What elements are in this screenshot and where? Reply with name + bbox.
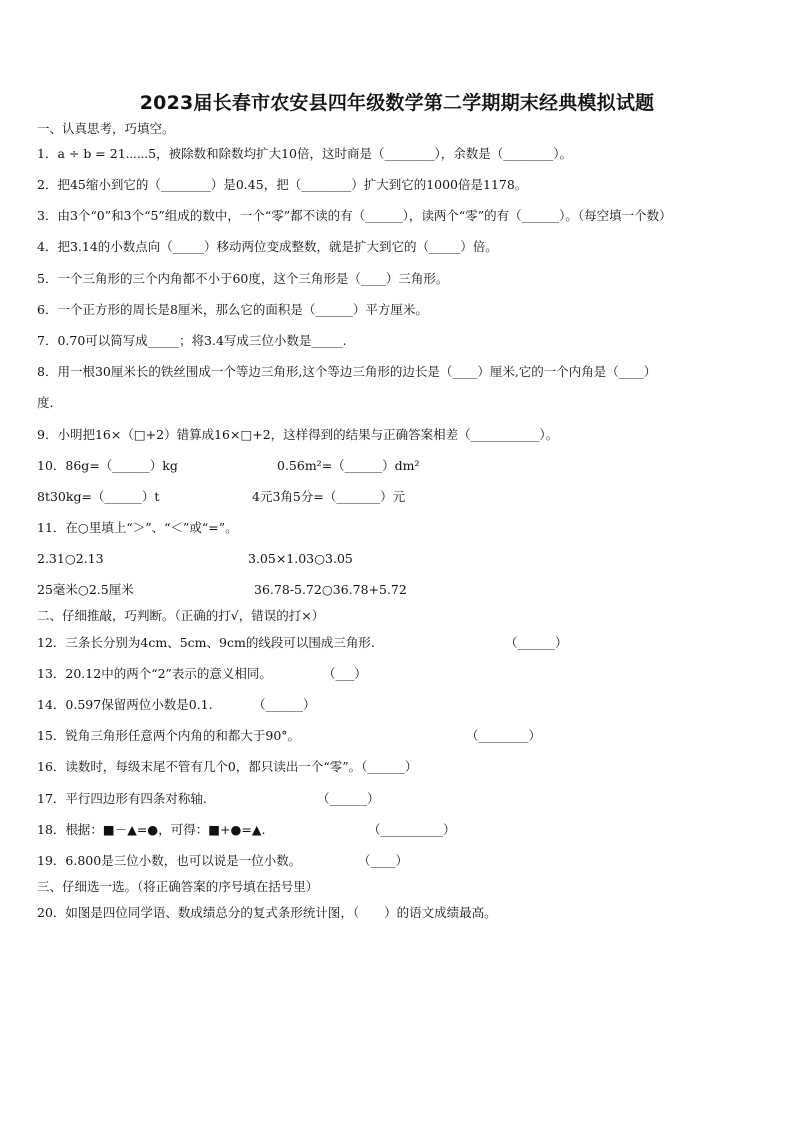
question-9: 9．小明把16×（□+2）错算成16×□+2，这样得到的结果与正确答案相差（___________）。 [37,427,559,442]
question-11-b: 3.05×1.03○3.05 [248,551,353,566]
question-8-continuation: 度. [37,395,54,410]
question-6: 6．一个正方形的周长是8厘米，那么它的面积是（______）平方厘米。 [37,302,428,317]
question-15-answer-blank: （________） [466,728,542,743]
question-5: 5．一个三角形的三个内角都不小于60度，这个三角形是（____）三角形。 [37,271,449,286]
question-20: 20．如图是四位同学语、数成绩总分的复式条形统计图，（ ）的语文成绩最高。 [37,905,497,920]
question-18: 18．根据：■－▲=●，可得：■+●=▲. [37,822,266,837]
question-10-b: 0.56m²=（______）dm² [277,458,420,473]
question-11-d: 36.78-5.72○36.78+5.72 [254,582,407,597]
question-16: 16．读数时，每级末尾不管有几个0，都只读出一个“零”。（______） [37,759,418,774]
question-17: 17．平行四边形有四条对称轴. [37,791,207,806]
question-1: 1．a ÷ b = 21⋯⋯5，被除数和除数均扩大10倍，这时商是（________），余数是（________）。 [37,146,573,161]
question-10-a: 10．86g=（______）kg [37,458,178,473]
question-18-answer-blank: （__________） [368,822,456,837]
section-heading-3: 三、仔细选一选。（将正确答案的序号填在括号里） [37,879,319,894]
question-4: 4．把3.14的小数点向（_____）移动两位变成整数，就是扩大到它的（_____）倍。 [37,239,498,254]
question-11: 11．在○里填上“＞”、“＜”或“=”。 [37,520,238,535]
question-19: 19．6.800是三位小数，也可以说是一位小数。 [37,853,302,868]
question-13: 13．20.12中的两个“2”表示的意义相同。 [37,666,272,681]
section-heading-1: 一、认真思考，巧填空。 [37,121,175,136]
question-12-answer-blank: （______） [505,635,568,650]
page-title: 2023届长春市农安县四年级数学第二学期期末经典模拟试题 [139,92,655,114]
question-14-answer-blank: （______） [253,697,316,712]
question-11-c: 25毫米○2.5厘米 [37,582,134,597]
question-13-answer-blank: （___） [323,666,367,681]
question-15: 15．锐角三角形任意两个内角的和都大于90°。 [37,728,301,743]
question-10-d: 4元3角5分=（_______）元 [252,489,406,504]
question-7: 7．0.70可以简写成_____；将3.4写成三位小数是_____. [37,333,347,348]
question-10-c: 8t30kg=（______）t [37,489,160,504]
question-12: 12．三条长分别为4cm、5cm、9cm的线段可以围成三角形. [37,635,375,650]
question-11-a: 2.31○2.13 [37,551,104,566]
question-17-answer-blank: （______） [317,791,380,806]
question-8: 8．用一根30厘米长的铁丝围成一个等边三角形,这个等边三角形的边长是（____）厘米,它的一个内角是（____） [37,364,657,379]
question-2: 2．把45缩小到它的（________）是0.45，把（________）扩大到它的1000倍是1178。 [37,177,528,192]
section-heading-2: 二、仔细推敲，巧判断。（正确的打√，错误的打×） [37,608,325,623]
question-3: 3．由3个“0”和3个“5”组成的数中，一个“零”都不读的有（______），读两个“零”的有（______）。（每空填一个数） [37,208,672,223]
question-14: 14．0.597保留两位小数是0.1. [37,697,213,712]
question-19-answer-blank: （____） [358,853,409,868]
